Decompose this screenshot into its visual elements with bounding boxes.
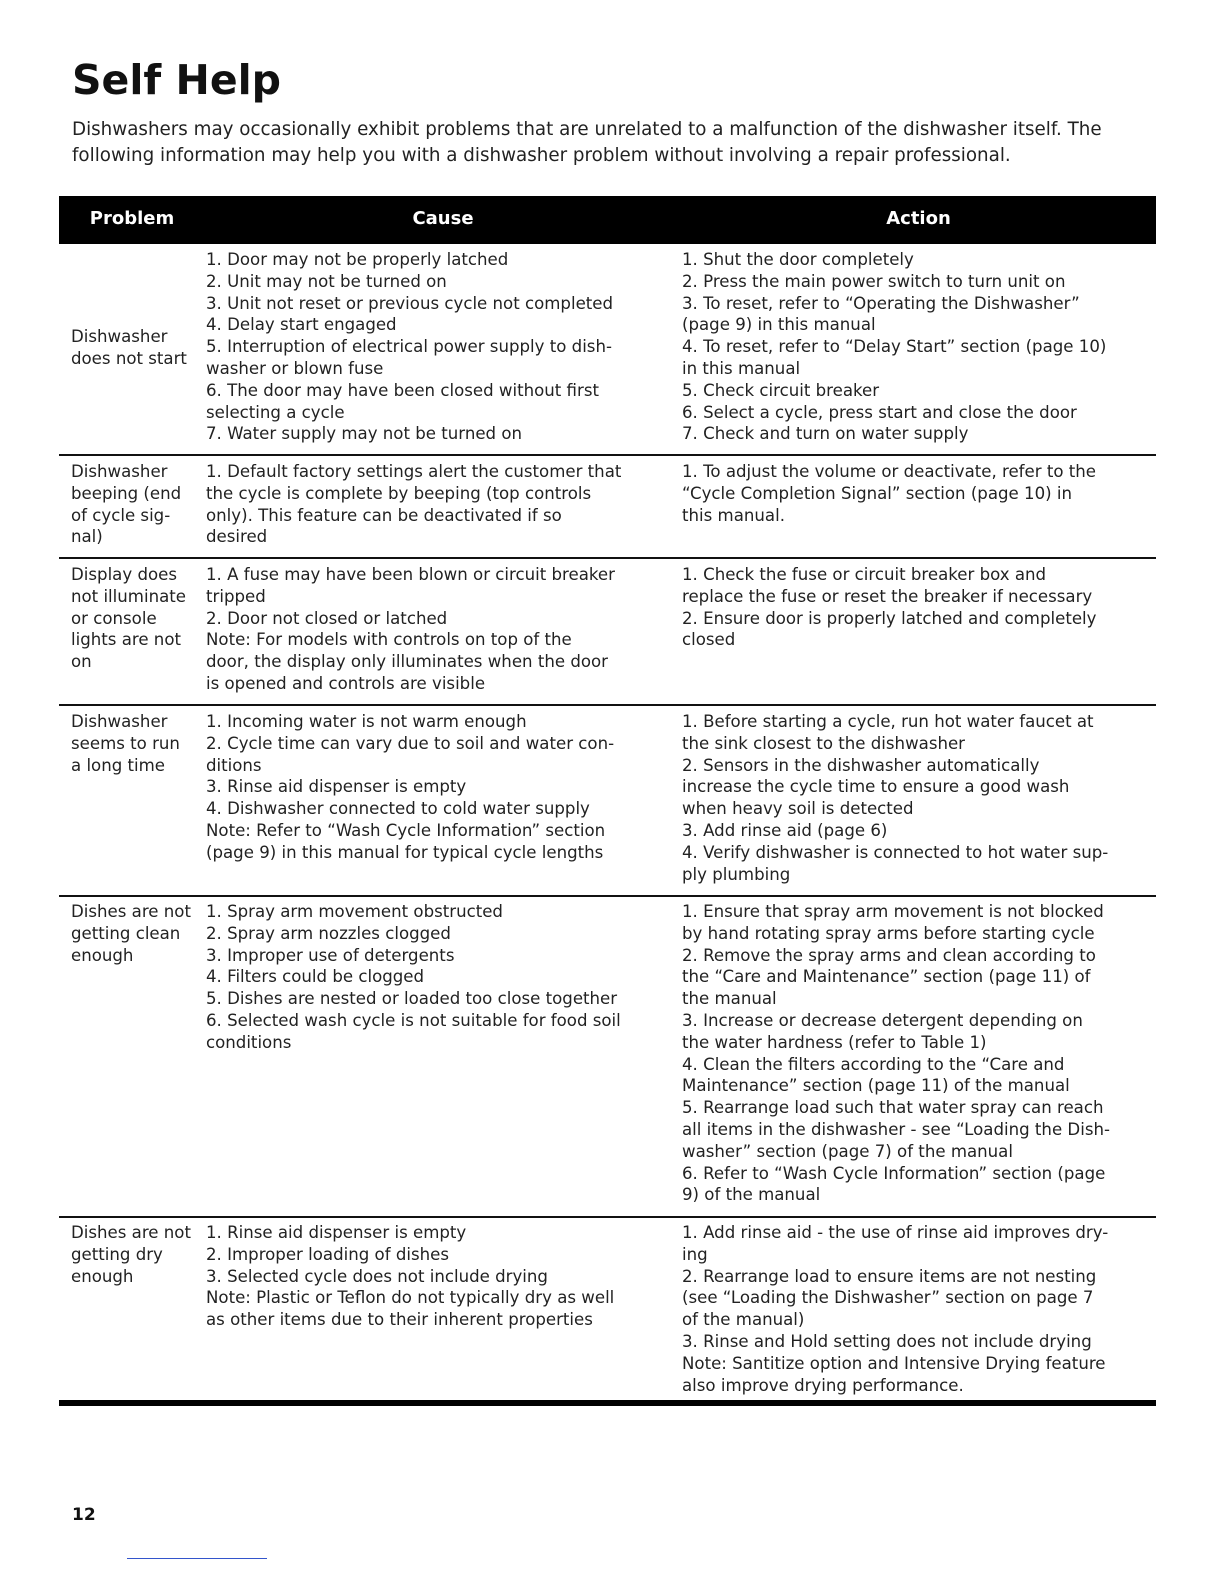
- problem-cell-line: getting dry: [71, 1244, 163, 1264]
- action-cell: [682, 901, 1152, 1206]
- action-cell: [682, 564, 1152, 651]
- cause-cell-line: 2. Cycle time can vary due to soil and water con-: [206, 733, 615, 753]
- action-cell-line: (page 9) in this manual: [682, 315, 876, 335]
- action-cell-line: 3. To reset, refer to “Operating the Dishwasher”: [682, 293, 1080, 313]
- cause-cell-line: 2. Spray arm nozzles clogged: [206, 923, 451, 943]
- problem-cell-line: Display does: [71, 565, 177, 584]
- cause-cell-line: 3. Selected cycle does not include drying: [206, 1266, 548, 1286]
- action-cell-line: increase the cycle time to ensure a good wash: [682, 777, 1070, 797]
- action-cell-line: 2. Remove the spray arms and clean according to: [682, 945, 1096, 965]
- cause-cell: [206, 901, 676, 1054]
- problem-cell-line: nal): [71, 527, 103, 547]
- action-cell-line: 2. Press the main power switch to turn unit on: [682, 271, 1066, 291]
- page-number: 12: [72, 1505, 96, 1525]
- problem-cell-line: Dishes are not: [71, 902, 191, 921]
- footer-rule: [127, 1558, 267, 1559]
- problem-cell-line: or console: [71, 608, 157, 628]
- action-cell-line: this manual.: [682, 505, 785, 525]
- action-cell-line: by hand rotating spray arms before starting cycle: [682, 923, 1095, 943]
- action-cell-line: ing: [682, 1244, 708, 1264]
- action-cell-line: 1. Check the fuse or circuit breaker box and: [682, 565, 1047, 584]
- table-row: [59, 901, 1156, 1218]
- problem-cell-line: getting clean: [71, 923, 181, 943]
- cause-cell-line: 5. Dishes are nested or loaded too close together: [206, 989, 618, 1009]
- problem-cell-line: on: [71, 652, 92, 672]
- cause-cell-line: as other items due to their inherent properties: [206, 1310, 593, 1330]
- header-problem: Problem: [89, 208, 175, 229]
- action-cell-line: 1. Ensure that spray arm movement is not blocked: [682, 902, 1104, 921]
- action-cell-line: 5. Rearrange load such that water spray can reach: [682, 1098, 1104, 1118]
- problem-cell: [71, 326, 203, 370]
- problem-cell-line: does not start: [71, 348, 187, 368]
- cause-cell-line: 2. Improper loading of dishes: [206, 1244, 449, 1264]
- problem-cell-line: not illuminate: [71, 586, 186, 606]
- action-cell-line: closed: [682, 630, 736, 650]
- cause-cell-line: Note: Plastic or Teflon do not typically dry as well: [206, 1288, 615, 1308]
- problem-cell-line: Dishwasher: [71, 712, 168, 731]
- action-cell-line: 2. Ensure door is properly latched and completely: [682, 608, 1097, 628]
- action-cell-line: 4. Clean the filters according to the “Care and: [682, 1054, 1065, 1074]
- intro-paragraph: [72, 117, 1162, 169]
- action-cell-line: the manual: [682, 989, 777, 1009]
- cause-cell-line: 4. Dishwasher connected to cold water supply: [206, 799, 590, 819]
- cause-cell-line: 1. Rinse aid dispenser is empty: [206, 1223, 467, 1242]
- cause-cell-line: only). This feature can be deactivated if so: [206, 505, 562, 525]
- cause-cell-line: selecting a cycle: [206, 402, 345, 422]
- problem-cell: [71, 711, 203, 776]
- cause-cell-line: door, the display only illuminates when the door: [206, 652, 608, 672]
- table-body: [59, 249, 1156, 1406]
- action-cell-line: 4. To reset, refer to “Delay Start” section (page 10): [682, 337, 1107, 357]
- header-cause: Cause: [412, 208, 474, 229]
- cause-cell-line: 1. Spray arm movement obstructed: [206, 902, 503, 921]
- page-title: Self Help: [72, 56, 282, 104]
- cause-cell-line: is opened and controls are visible: [206, 673, 486, 693]
- table-row: [59, 1222, 1156, 1406]
- cause-cell-line: 6. The door may have been closed without first: [206, 380, 599, 400]
- problem-cell: [71, 1222, 203, 1287]
- cause-cell-line: 4. Delay start engaged: [206, 315, 397, 335]
- action-cell-line: 1. Add rinse aid - the use of rinse aid improves dry-: [682, 1223, 1109, 1242]
- cause-cell-line: 2. Door not closed or latched: [206, 608, 448, 628]
- problem-cell-line: enough: [71, 1266, 134, 1286]
- action-cell-line: Maintenance” section (page 11) of the manual: [682, 1076, 1070, 1096]
- cause-cell-line: (page 9) in this manual for typical cycle lengths: [206, 842, 604, 862]
- problem-cell-line: of cycle sig-: [71, 505, 171, 525]
- action-cell-line: ply plumbing: [682, 864, 791, 884]
- action-cell-line: all items in the dishwasher - see “Loading the Dish-: [682, 1119, 1110, 1139]
- table-row: [59, 564, 1156, 706]
- cause-cell-line: 6. Selected wash cycle is not suitable for food soil: [206, 1010, 621, 1030]
- action-cell-line: (see “Loading the Dishwasher” section on page 7: [682, 1288, 1094, 1308]
- cause-cell: [206, 1222, 676, 1331]
- action-cell-line: “Cycle Completion Signal” section (page 10) in: [682, 483, 1073, 503]
- problem-cell: [71, 461, 203, 548]
- action-cell-line: 4. Verify dishwasher is connected to hot water sup-: [682, 842, 1109, 862]
- action-cell-line: of the manual): [682, 1310, 805, 1330]
- cause-cell: [206, 461, 676, 548]
- problem-cell-line: lights are not: [71, 630, 181, 650]
- table-row: [59, 249, 1156, 456]
- table-header: [59, 196, 1156, 244]
- problem-cell: [71, 901, 203, 966]
- troubleshooting-table: [59, 196, 1156, 1406]
- action-cell-line: in this manual: [682, 358, 801, 378]
- cause-cell-line: tripped: [206, 586, 266, 606]
- problem-cell-line: beeping (end: [71, 483, 182, 503]
- problem-cell-line: a long time: [71, 755, 166, 775]
- action-cell-line: the water hardness (refer to Table 1): [682, 1032, 987, 1052]
- action-cell: [682, 461, 1152, 526]
- table-row: [59, 711, 1156, 897]
- action-cell-line: the “Care and Maintenance” section (page 11) of: [682, 967, 1091, 987]
- cause-cell-line: 1. Default factory settings alert the customer that: [206, 462, 622, 481]
- cause-cell-line: ditions: [206, 755, 262, 775]
- cause-cell-line: conditions: [206, 1032, 292, 1052]
- action-cell: [682, 711, 1152, 885]
- action-cell-line: 2. Rearrange load to ensure items are not nesting: [682, 1266, 1097, 1286]
- action-cell: [682, 1222, 1152, 1396]
- action-cell-line: 3. Rinse and Hold setting does not include drying: [682, 1331, 1092, 1351]
- cause-cell-line: the cycle is complete by beeping (top controls: [206, 483, 592, 503]
- problem-cell-line: seems to run: [71, 733, 180, 753]
- problem-cell-line: enough: [71, 945, 134, 965]
- action-cell-line: 3. Increase or decrease detergent depending on: [682, 1010, 1083, 1030]
- cause-cell: [206, 711, 676, 864]
- action-cell-line: 1. To adjust the volume or deactivate, refer to the: [682, 462, 1096, 481]
- action-cell-line: 1. Before starting a cycle, run hot water faucet at: [682, 712, 1094, 731]
- action-cell-line: 1. Shut the door completely: [682, 250, 914, 269]
- action-cell-line: 2. Sensors in the dishwasher automatically: [682, 755, 1040, 775]
- cause-cell-line: 7. Water supply may not be turned on: [206, 424, 523, 444]
- problem-cell: [71, 564, 203, 673]
- cause-cell-line: Note: For models with controls on top of the: [206, 630, 572, 650]
- cause-cell-line: washer or blown fuse: [206, 358, 384, 378]
- cause-cell-line: 1. Door may not be properly latched: [206, 250, 509, 269]
- action-cell-line: when heavy soil is detected: [682, 799, 914, 819]
- action-cell-line: 7. Check and turn on water supply: [682, 424, 969, 444]
- action-cell-line: 6. Refer to “Wash Cycle Information” section (page: [682, 1163, 1106, 1183]
- action-cell-line: washer” section (page 7) of the manual: [682, 1141, 1013, 1161]
- cause-cell: [206, 564, 676, 695]
- cause-cell-line: 3. Rinse aid dispenser is empty: [206, 777, 467, 797]
- cause-cell-line: Note: Refer to “Wash Cycle Information” section: [206, 820, 606, 840]
- action-cell-line: replace the fuse or reset the breaker if necessary: [682, 586, 1093, 606]
- action-cell-line: 3. Add rinse aid (page 6): [682, 820, 888, 840]
- cause-cell-line: 2. Unit may not be turned on: [206, 271, 447, 291]
- problem-cell-line: Dishwasher: [71, 327, 168, 346]
- action-cell-line: the sink closest to the dishwasher: [682, 733, 966, 753]
- problem-cell-line: Dishes are not: [71, 1223, 191, 1242]
- problem-cell-line: Dishwasher: [71, 462, 168, 481]
- cause-cell: [206, 249, 676, 445]
- cause-cell-line: 5. Interruption of electrical power supply to dish-: [206, 337, 612, 357]
- intro-line: following information may help you with a dishwasher problem without involving a repair professional.: [72, 145, 1011, 166]
- action-cell: [682, 249, 1152, 445]
- action-cell-line: 5. Check circuit breaker: [682, 380, 880, 400]
- cause-cell-line: 3. Unit not reset or previous cycle not completed: [206, 293, 614, 313]
- cause-cell-line: desired: [206, 527, 268, 547]
- header-action: Action: [886, 208, 951, 229]
- table-row: [59, 461, 1156, 559]
- cause-cell-line: 1. Incoming water is not warm enough: [206, 712, 527, 731]
- intro-line: Dishwashers may occasionally exhibit problems that are unrelated to a malfunction of the dishwasher itself. The: [72, 119, 1102, 140]
- cause-cell-line: 1. A fuse may have been blown or circuit breaker: [206, 565, 615, 584]
- action-cell-line: also improve drying performance.: [682, 1375, 964, 1395]
- action-cell-line: 6. Select a cycle, press start and close the door: [682, 402, 1077, 422]
- action-cell-line: Note: Santitize option and Intensive Drying feature: [682, 1353, 1106, 1373]
- cause-cell-line: 4. Filters could be clogged: [206, 967, 425, 987]
- action-cell-line: 9) of the manual: [682, 1185, 821, 1205]
- cause-cell-line: 3. Improper use of detergents: [206, 945, 455, 965]
